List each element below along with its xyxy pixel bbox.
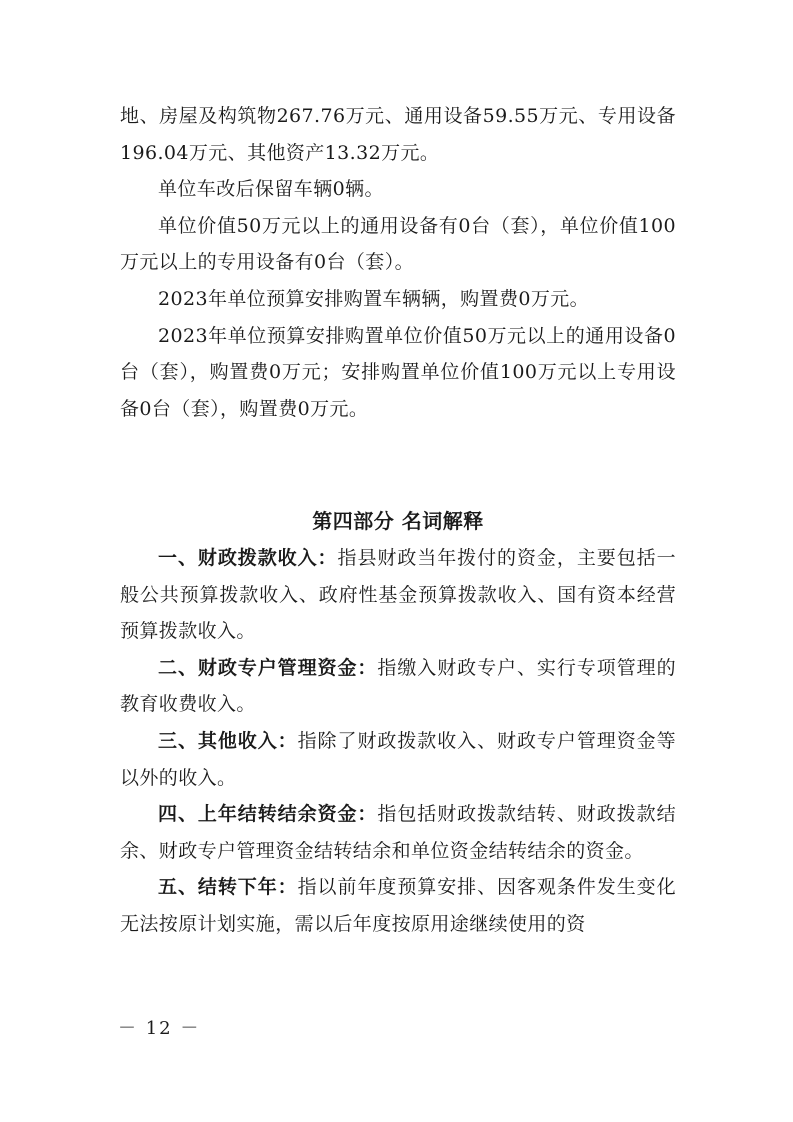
definition-text: 指以前年度预算安排、因客观条件发生变化无法按原计划实施，需以后年度按原用途继续使用的资	[120, 876, 676, 935]
definition-item	[120, 796, 676, 869]
page-number: － 12 －	[118, 1018, 201, 1039]
definition-term: 四、上年结转结余资金：	[158, 803, 378, 826]
definition-text: 指包括财政拨款结转、财政拨款结余、财政专户管理资金结转结余和单位资金结转结余的资金。	[120, 803, 676, 862]
definition-text: 指除了财政拨款收入、财政专户管理资金等以外的收入。	[120, 729, 676, 789]
definition-item	[120, 540, 676, 650]
definition-term: 三、其他收入：	[158, 729, 298, 752]
assets-paragraph: 地、房屋及构筑物267.76万元、通用设备59.55万元、专用设备196.04万元、其他资产13.32万元。	[120, 105, 676, 164]
equipment-purchase-paragraph: 2023年单位预算安排购置单位价值50万元以上的通用设备0台（套），购置费0万元；安排购置单位价值100万元以上专用设备0台（套），购置费0万元。	[120, 324, 676, 420]
vehicles-retained-paragraph: 单位车改后保留车辆0辆。	[158, 178, 384, 201]
definition-item	[120, 869, 676, 942]
equipment-count-paragraph: 单位价值50万元以上的通用设备有0台（套），单位价值100万元以上的专用设备有0台（套）。	[120, 214, 676, 274]
section-title: 第四部分 名词解释	[312, 509, 484, 534]
definition-text: 指县财政当年拨付的资金，主要包括一般公共预算拨款收入、政府性基金预算拨款收入、国有资本经营预算拨款收入。	[120, 546, 676, 643]
definition-term: 一、财政拨款收入：	[158, 546, 338, 569]
definition-item	[120, 723, 676, 796]
document-body	[120, 98, 676, 942]
definition-item	[120, 650, 676, 723]
definition-term: 二、财政专户管理资金：	[158, 656, 378, 679]
vehicle-purchase-paragraph: 2023年单位预算安排购置车辆辆，购置费0万元。	[158, 287, 590, 310]
definition-text: 指缴入财政专户、实行专项管理的教育收费收入。	[120, 656, 676, 716]
definition-term: 五、结转下年：	[158, 876, 298, 899]
